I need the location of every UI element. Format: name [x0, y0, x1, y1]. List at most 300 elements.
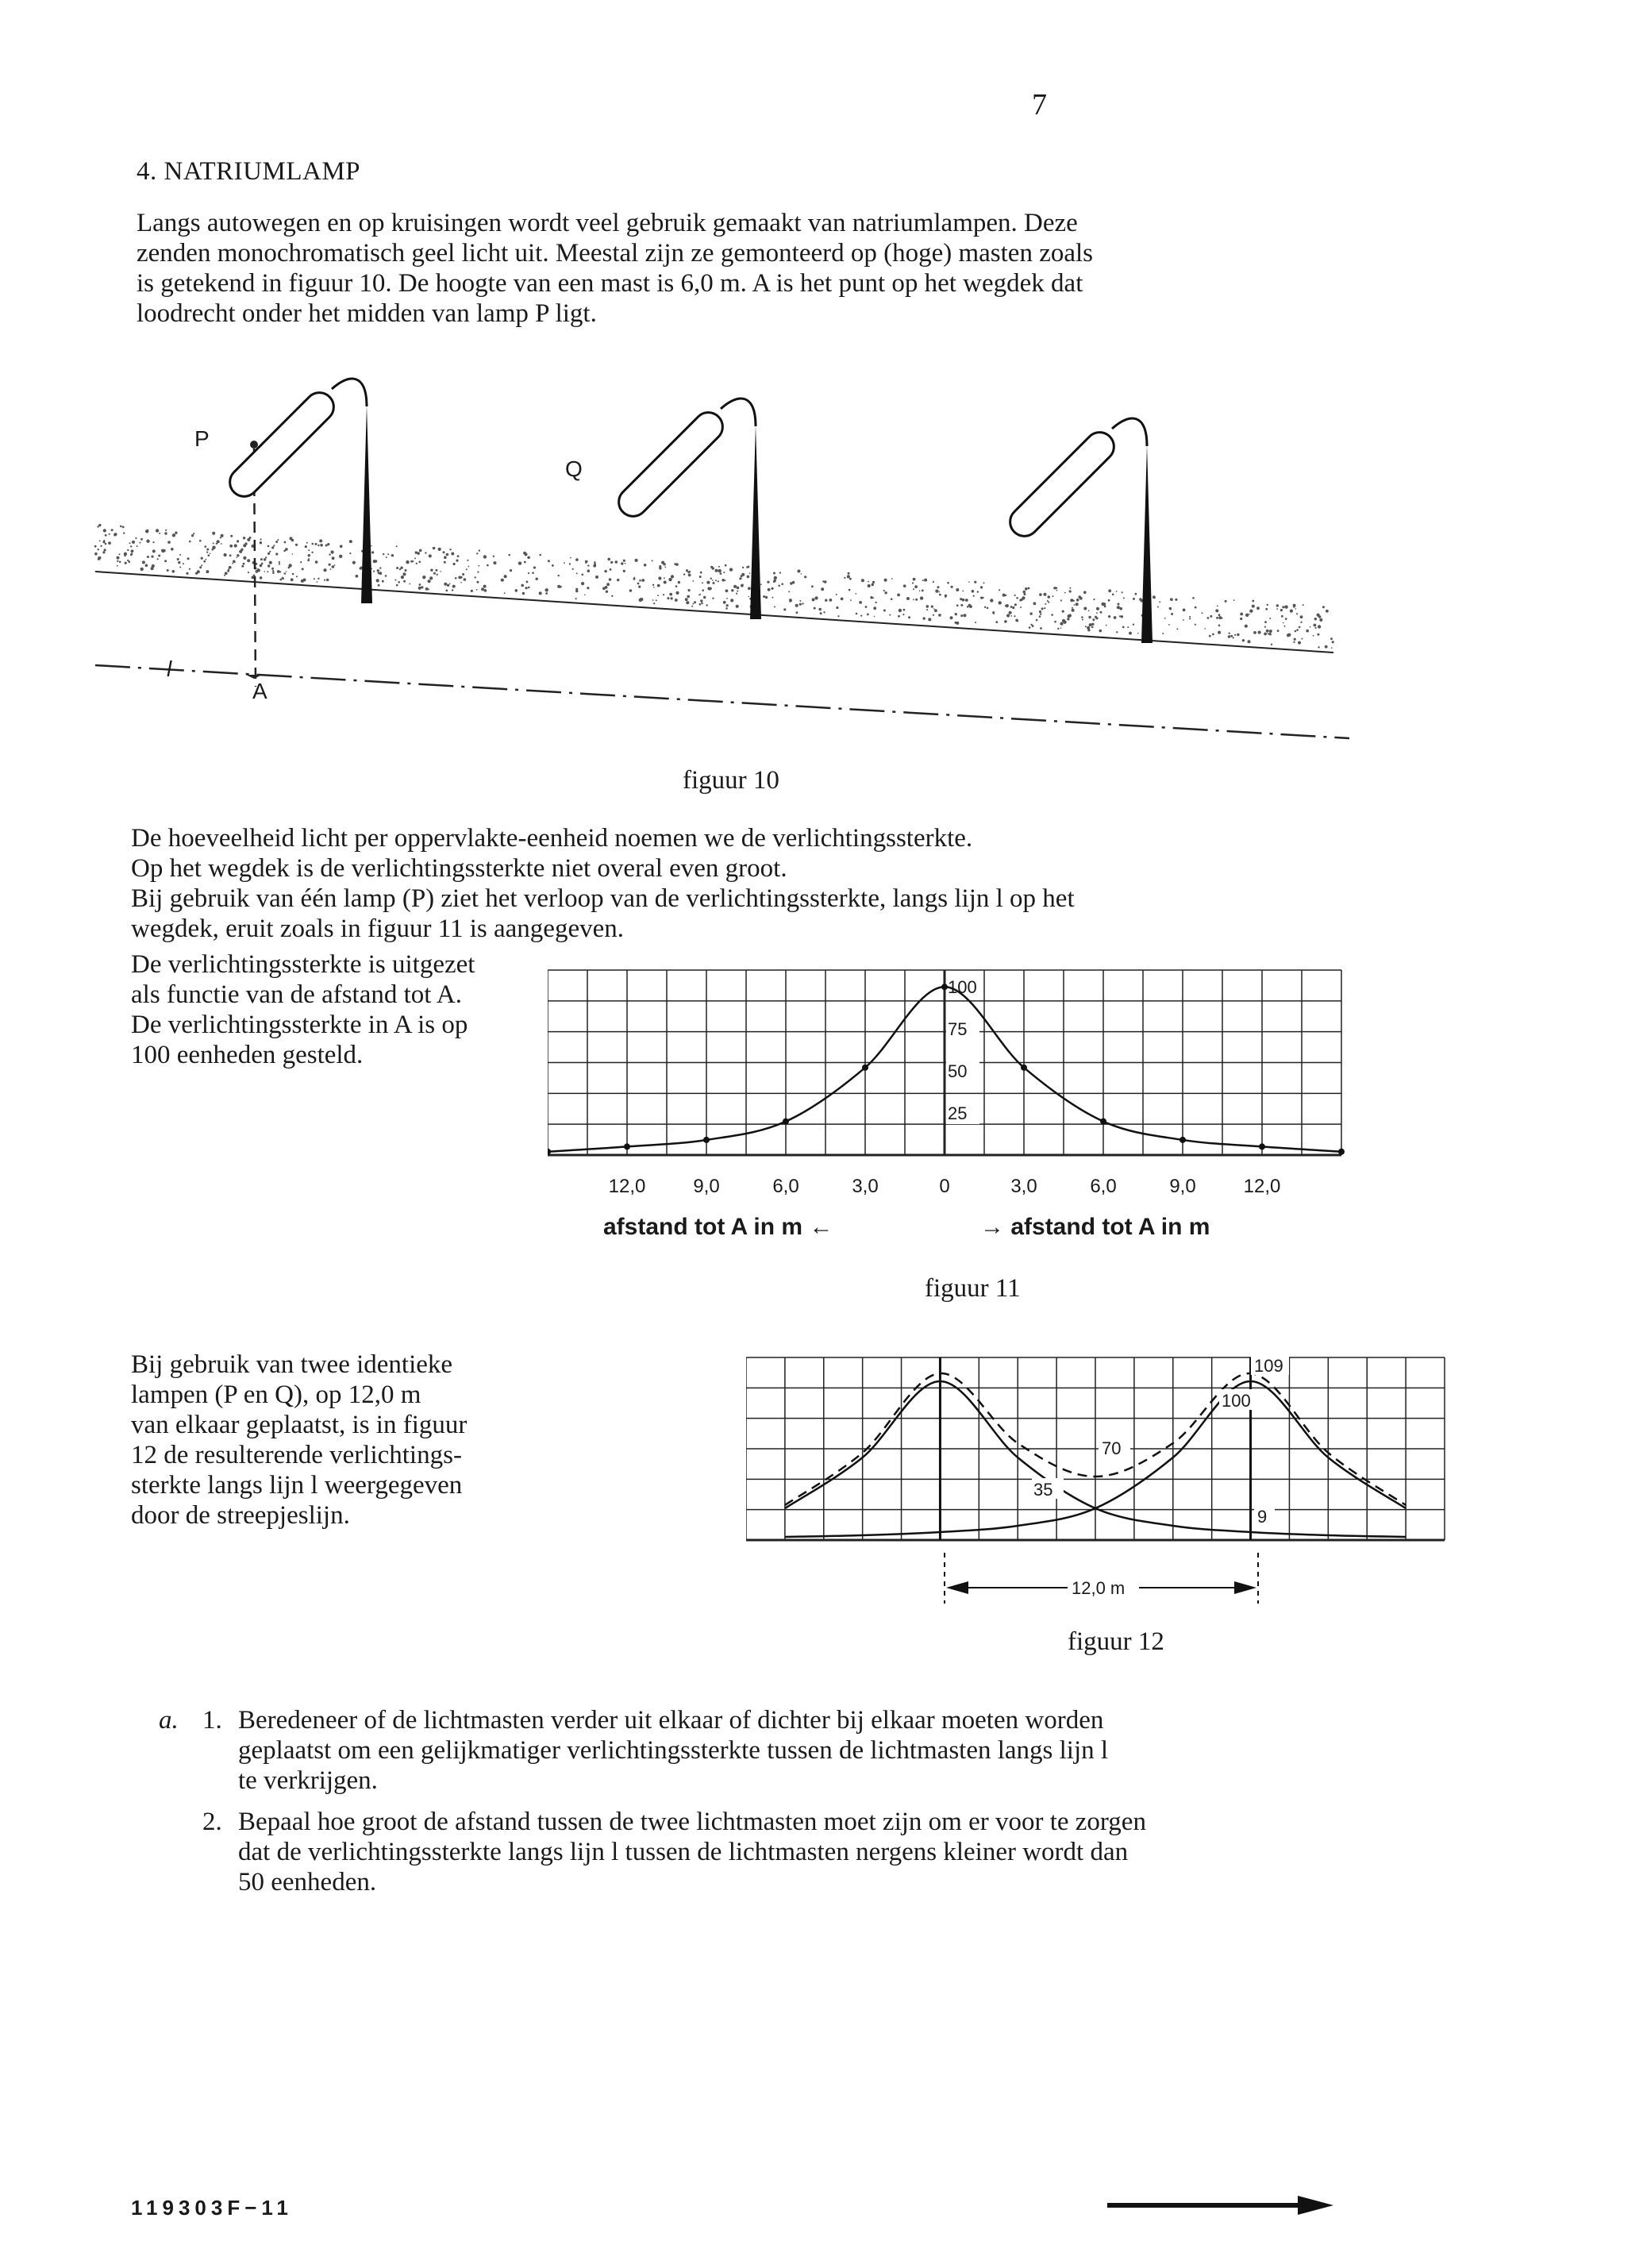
speckle-dot	[903, 609, 906, 611]
speckle-dot	[201, 564, 202, 566]
speckle-dot	[872, 581, 875, 583]
speckle-dot	[688, 574, 691, 577]
speckle-dot	[874, 616, 875, 618]
speckle-dot	[241, 549, 243, 551]
speckle-dot	[1315, 627, 1317, 629]
speckle-dot	[722, 579, 725, 582]
speckle-dot	[951, 586, 953, 588]
speckle-dot	[156, 529, 159, 532]
speckle-dot	[272, 572, 275, 574]
speckle-dot	[267, 545, 270, 548]
speckle-dot	[119, 561, 121, 564]
speckle-dot	[208, 554, 210, 556]
question-line: dat de verlichtingssterkte langs lijn l tussen de lichtmasten nergens kleiner wordt dan	[238, 1838, 1129, 1866]
speckle-dot	[1271, 644, 1272, 645]
speckle-dot	[331, 550, 334, 553]
speckle-dot	[1002, 594, 1006, 597]
speckle-dot	[539, 591, 542, 595]
line-l	[95, 665, 1349, 738]
speckle-dot	[720, 572, 722, 575]
speckle-dot	[225, 572, 228, 575]
speckle-dot	[1258, 631, 1261, 634]
speckle-dot	[1269, 618, 1271, 619]
speckle-dot	[476, 581, 479, 583]
speckle-dot	[1129, 632, 1132, 635]
speckle-dot	[371, 545, 372, 547]
speckle-dot	[460, 576, 463, 579]
speckle-dot	[1217, 606, 1218, 607]
speckle-dot	[241, 565, 244, 568]
speckle-dot	[199, 566, 202, 568]
speckle-dot	[227, 570, 229, 572]
x-tick-label: 9,0	[1169, 1176, 1196, 1197]
speckle-dot	[685, 598, 688, 601]
speckle-dot	[303, 579, 306, 582]
speckle-dot	[926, 609, 928, 610]
speckle-dot	[403, 580, 406, 583]
speckle-dot	[774, 606, 775, 607]
speckle-dot	[167, 569, 169, 572]
lighting-line: Bij gebruik van één lamp (P) ziet het verloop van de verlichtingssterkte, langs lijn l op het	[131, 884, 1075, 913]
speckle-dot	[302, 568, 304, 570]
speckle-dot	[105, 534, 107, 537]
y-tick-label: 75	[948, 1019, 968, 1040]
data-point	[703, 1137, 710, 1143]
speckle-dot	[1301, 638, 1303, 640]
speckle-dot	[487, 564, 489, 567]
speckle-dot	[360, 567, 362, 569]
speckle-dot	[607, 558, 610, 561]
speckle-dot	[315, 543, 317, 545]
speckle-dot	[675, 599, 678, 602]
speckle-dot	[1175, 599, 1177, 601]
data-point	[783, 1119, 789, 1125]
speckle-dot	[1294, 638, 1296, 641]
speckle-dot	[1048, 602, 1049, 603]
speckle-dot	[1230, 635, 1233, 637]
speckle-dot	[300, 561, 302, 563]
speckle-dot	[1119, 615, 1121, 617]
speckle-dot	[98, 549, 99, 550]
speckle-dot	[678, 581, 680, 583]
speckle-dot	[973, 595, 975, 597]
intro-paragraph	[137, 208, 1311, 329]
speckle-dot	[151, 556, 153, 558]
question-number: 2.	[202, 1808, 222, 1836]
label-109: 109	[1254, 1356, 1283, 1376]
speckle-dot	[269, 551, 271, 553]
speckle-dot	[730, 599, 733, 602]
speckle-dot	[587, 564, 589, 566]
speckle-dot	[1104, 605, 1106, 607]
speckle-dot	[187, 557, 190, 560]
speckle-dot	[1083, 607, 1087, 610]
speckle-dot	[611, 595, 613, 597]
speckle-dot	[569, 563, 571, 564]
chart-grid	[746, 1357, 1445, 1540]
speckle-dot	[295, 544, 298, 546]
speckle-dot	[152, 541, 154, 543]
speckle-dot	[1010, 606, 1013, 608]
speckle-dot	[691, 606, 693, 607]
speckle-dot	[1108, 599, 1110, 602]
speckle-dot	[1330, 637, 1333, 640]
speckle-dot	[656, 599, 657, 601]
questions	[159, 1705, 1333, 1908]
speckle-dot	[765, 596, 768, 599]
speckle-dot	[501, 579, 504, 582]
speckle-dot	[701, 603, 703, 605]
speckle-dot	[376, 579, 379, 582]
speckle-dot	[217, 540, 220, 543]
speckle-dot	[291, 578, 294, 581]
speckle-dot	[1017, 621, 1018, 622]
speckle-dot	[306, 542, 308, 544]
lighting-paragraph	[131, 823, 1322, 944]
speckle-dot	[356, 575, 359, 578]
speckle-dot	[1069, 590, 1072, 592]
speckle-dot	[1096, 607, 1099, 610]
speckle-dot	[667, 597, 669, 599]
speckle-dot	[145, 564, 148, 568]
speckle-dot	[718, 566, 720, 568]
speckle-dot	[271, 568, 274, 570]
speckle-dot	[445, 590, 448, 592]
question-letter: a.	[159, 1706, 179, 1735]
speckle-dot	[955, 622, 957, 624]
speckle-dot	[1264, 621, 1267, 623]
speckle-dot	[938, 614, 941, 617]
speckle-dot	[260, 576, 263, 580]
speckle-dot	[379, 567, 381, 568]
speckle-dot	[902, 614, 904, 615]
speckle-dot	[593, 564, 596, 568]
speckle-dot	[481, 587, 484, 591]
speckle-dot	[383, 553, 384, 555]
speckle-dot	[339, 555, 342, 558]
speckle-dot	[122, 526, 125, 529]
speckle-dot	[279, 561, 280, 563]
speckle-dot	[617, 579, 619, 581]
speckle-dot	[1076, 599, 1079, 602]
speckle-dot	[1326, 610, 1329, 613]
speckle-dot	[797, 570, 800, 573]
speckle-dot	[212, 546, 215, 549]
speckle-dot	[1267, 604, 1268, 606]
speckle-dot	[452, 589, 453, 591]
speckle-dot	[965, 599, 968, 602]
speckle-dot	[429, 576, 433, 580]
speckle-dot	[723, 572, 725, 573]
speckle-dot	[974, 581, 976, 583]
speckle-dot	[671, 597, 673, 599]
speckle-dot	[725, 564, 727, 567]
speckle-dot	[539, 554, 541, 556]
speckle-dot	[279, 563, 280, 564]
speckle-dot	[783, 608, 786, 610]
speckle-dot	[1218, 614, 1221, 616]
speckle-dot	[552, 564, 554, 567]
speckle-dot	[609, 578, 612, 581]
speckle-dot	[1313, 635, 1314, 637]
question-1	[159, 1705, 1333, 1796]
speckle-dot	[657, 584, 660, 587]
speckle-dot	[1218, 631, 1221, 634]
speckle-dot	[1057, 628, 1059, 630]
speckle-dot	[329, 564, 331, 566]
speckle-dot	[1269, 633, 1272, 635]
speckle-dot	[405, 569, 407, 572]
speckle-dot	[891, 598, 893, 600]
speckle-dot	[937, 586, 940, 588]
speckle-dot	[152, 549, 156, 553]
speckle-dot	[1318, 646, 1319, 648]
speckle-dot	[557, 585, 560, 588]
speckle-dot	[1072, 607, 1073, 609]
speckle-dot	[1127, 626, 1129, 628]
speckle-dot	[460, 582, 462, 583]
speckle-dot	[1114, 616, 1117, 619]
speckle-dot	[382, 580, 384, 583]
speckle-dot	[733, 585, 737, 588]
speckle-dot	[773, 580, 776, 583]
speckle-dot	[1014, 595, 1016, 596]
speckle-dot	[117, 556, 120, 560]
speckle-dot	[610, 561, 613, 564]
speckle-dot	[984, 606, 986, 608]
speckle-dot	[956, 614, 957, 615]
speckle-dot	[447, 584, 449, 587]
speckle-dot	[103, 529, 106, 532]
speckle-dot	[731, 589, 733, 591]
speckle-dot	[477, 572, 479, 573]
speckle-dot	[396, 567, 398, 569]
speckle-dot	[391, 554, 394, 556]
speckle-dot	[1074, 604, 1076, 606]
speckle-dot	[1170, 598, 1173, 601]
speckle-dot	[396, 545, 398, 547]
speckle-dot	[641, 579, 645, 582]
speckle-dot	[748, 566, 750, 568]
speckle-dot	[468, 566, 470, 568]
speckle-dot	[883, 610, 886, 612]
speckle-dot	[1039, 610, 1041, 613]
speckle-dot	[699, 603, 702, 606]
speckle-dot	[914, 585, 918, 588]
explanation-line: als functie van de afstand tot A.	[131, 980, 462, 1009]
speckle-dot	[324, 580, 325, 581]
x-tick-label: 9,0	[693, 1176, 720, 1197]
speckle-dot	[1277, 630, 1280, 632]
speckle-dot	[221, 543, 222, 545]
speckle-dot	[1269, 630, 1272, 633]
speckle-dot	[1189, 618, 1191, 619]
speckle-dot	[700, 599, 702, 602]
speckle-dot	[815, 596, 818, 599]
speckle-dot	[653, 603, 655, 604]
x-tick-label: 0	[939, 1176, 950, 1197]
speckle-dot	[710, 587, 712, 590]
speckle-dot	[718, 569, 722, 572]
speckle-dot	[1100, 611, 1102, 614]
speckle-dot	[572, 568, 574, 570]
speckle-dot	[799, 603, 802, 606]
speckle-dot	[399, 568, 401, 570]
speckle-dot	[772, 597, 773, 599]
speckle-dot	[508, 554, 510, 556]
speckle-dot	[524, 561, 526, 564]
speckle-dot	[165, 529, 167, 531]
speckle-dot	[545, 592, 548, 595]
speckle-dot	[581, 582, 584, 585]
speckle-dot	[788, 591, 790, 592]
speckle-dot	[277, 570, 280, 573]
x-tick-label: 3,0	[1010, 1176, 1037, 1197]
speckle-dot	[286, 571, 287, 572]
speckle-dot	[669, 593, 672, 596]
speckle-dot	[1056, 590, 1058, 591]
speckle-dot	[990, 599, 993, 602]
question-line: Bepaal hoe groot de afstand tussen de twee lichtmasten moet zijn om er voor te zorgen	[238, 1808, 1146, 1836]
speckle-dot	[700, 572, 702, 574]
speckle-dot	[725, 607, 728, 610]
speckle-dot	[821, 587, 824, 591]
speckle-dot	[475, 576, 476, 578]
speckle-dot	[912, 582, 914, 583]
question-text	[238, 1705, 1333, 1796]
speckle-dot	[282, 577, 283, 579]
speckle-dot	[314, 578, 315, 580]
speckle-dot	[414, 557, 416, 559]
speckle-dot	[688, 589, 691, 591]
y-tick-label: 25	[948, 1103, 968, 1124]
speckle-dot	[1062, 619, 1065, 622]
speckle-dot	[652, 599, 654, 601]
speckle-dot	[446, 553, 449, 556]
speckle-dot	[933, 608, 935, 610]
speckle-dot	[1249, 614, 1250, 615]
speckle-dot	[521, 584, 524, 587]
speckle-dot	[1067, 618, 1069, 620]
speckle-dot	[102, 541, 105, 543]
speckle-dot	[257, 568, 260, 571]
speckle-dot	[849, 578, 852, 580]
speckle-dot	[292, 553, 294, 555]
speckle-dot	[1122, 591, 1123, 593]
speckle-dot	[98, 524, 101, 526]
speckle-dot	[455, 577, 457, 580]
speckle-dot	[1044, 607, 1045, 609]
speckle-dot	[425, 552, 426, 553]
speckle-dot	[1296, 629, 1299, 631]
speckle-dot	[683, 573, 685, 575]
speckle-dot	[260, 541, 262, 544]
speckle-dot	[699, 594, 701, 595]
speckle-dot	[210, 553, 211, 554]
speckle-dot	[1088, 616, 1091, 618]
data-point	[624, 1143, 630, 1149]
speckle-dot	[575, 588, 578, 591]
speckle-dot	[604, 570, 606, 572]
speckle-dot	[891, 578, 893, 580]
speckle-dot	[1276, 608, 1278, 610]
speckle-dot	[868, 581, 869, 583]
speckle-dot	[283, 550, 286, 553]
speckle-dot	[483, 585, 487, 588]
speckle-dot	[140, 568, 144, 571]
speckle-dot	[117, 565, 118, 567]
speckle-dot	[421, 586, 423, 588]
speckle-dot	[290, 537, 293, 540]
speckle-dot	[1300, 622, 1302, 623]
speckle-dot	[1062, 610, 1064, 613]
speckle-dot	[1249, 610, 1253, 613]
speckle-dot	[396, 584, 398, 587]
speckle-dot	[585, 560, 588, 564]
speckle-dot	[451, 553, 454, 556]
speckle-dot	[479, 549, 480, 551]
speckle-dot	[867, 614, 869, 616]
speckle-dot	[1153, 596, 1156, 599]
speckle-dot	[243, 537, 245, 539]
speckle-dot	[504, 575, 507, 578]
speckle-dot	[1040, 627, 1042, 630]
speckle-dot	[428, 580, 431, 583]
speckle-dot	[1264, 633, 1267, 636]
speckle-dot	[373, 560, 376, 563]
speckle-dot	[371, 551, 374, 553]
speckle-dot	[1096, 612, 1098, 614]
speckle-dot	[1039, 593, 1042, 596]
speckle-dot	[243, 563, 245, 565]
speckle-dot	[415, 551, 418, 553]
speckle-dot	[1210, 615, 1212, 618]
speckle-dot	[158, 555, 160, 557]
speckle-dot	[980, 597, 983, 599]
speckle-dot	[737, 591, 738, 592]
speckle-dot	[706, 581, 710, 584]
x-tick-label: 12,0	[1243, 1176, 1281, 1197]
speckle-dot	[587, 569, 591, 572]
speckle-dot	[606, 591, 608, 593]
speckle-dot	[623, 560, 625, 562]
speckle-dot	[687, 572, 690, 574]
speckle-dot	[349, 553, 351, 554]
speckle-dot	[995, 621, 998, 623]
explanation-line: 100 eenheden gesteld.	[131, 1041, 364, 1069]
speckle-dot	[406, 560, 409, 564]
speckle-dot	[749, 572, 751, 574]
two-lamps-line: lampen (P en Q), op 12,0 m	[131, 1380, 421, 1409]
label-a: A	[252, 679, 267, 703]
speckle-dot	[203, 560, 206, 563]
speckle-dot	[275, 541, 278, 543]
speckle-dot	[920, 596, 923, 599]
speckle-dot	[449, 583, 451, 585]
speckle-dot	[1314, 618, 1317, 620]
speckle-dot	[1091, 626, 1094, 629]
speckle-dot	[305, 545, 307, 548]
speckle-dot	[398, 581, 400, 583]
speckle-dot	[1268, 633, 1269, 634]
speckle-dot	[1112, 594, 1114, 596]
speckle-dot	[814, 607, 816, 610]
speckle-dot	[1212, 633, 1214, 636]
speckle-dot	[1318, 615, 1322, 618]
speckle-dot	[1052, 595, 1053, 597]
speckle-dot	[825, 599, 827, 602]
speckle-dot	[1048, 595, 1051, 599]
